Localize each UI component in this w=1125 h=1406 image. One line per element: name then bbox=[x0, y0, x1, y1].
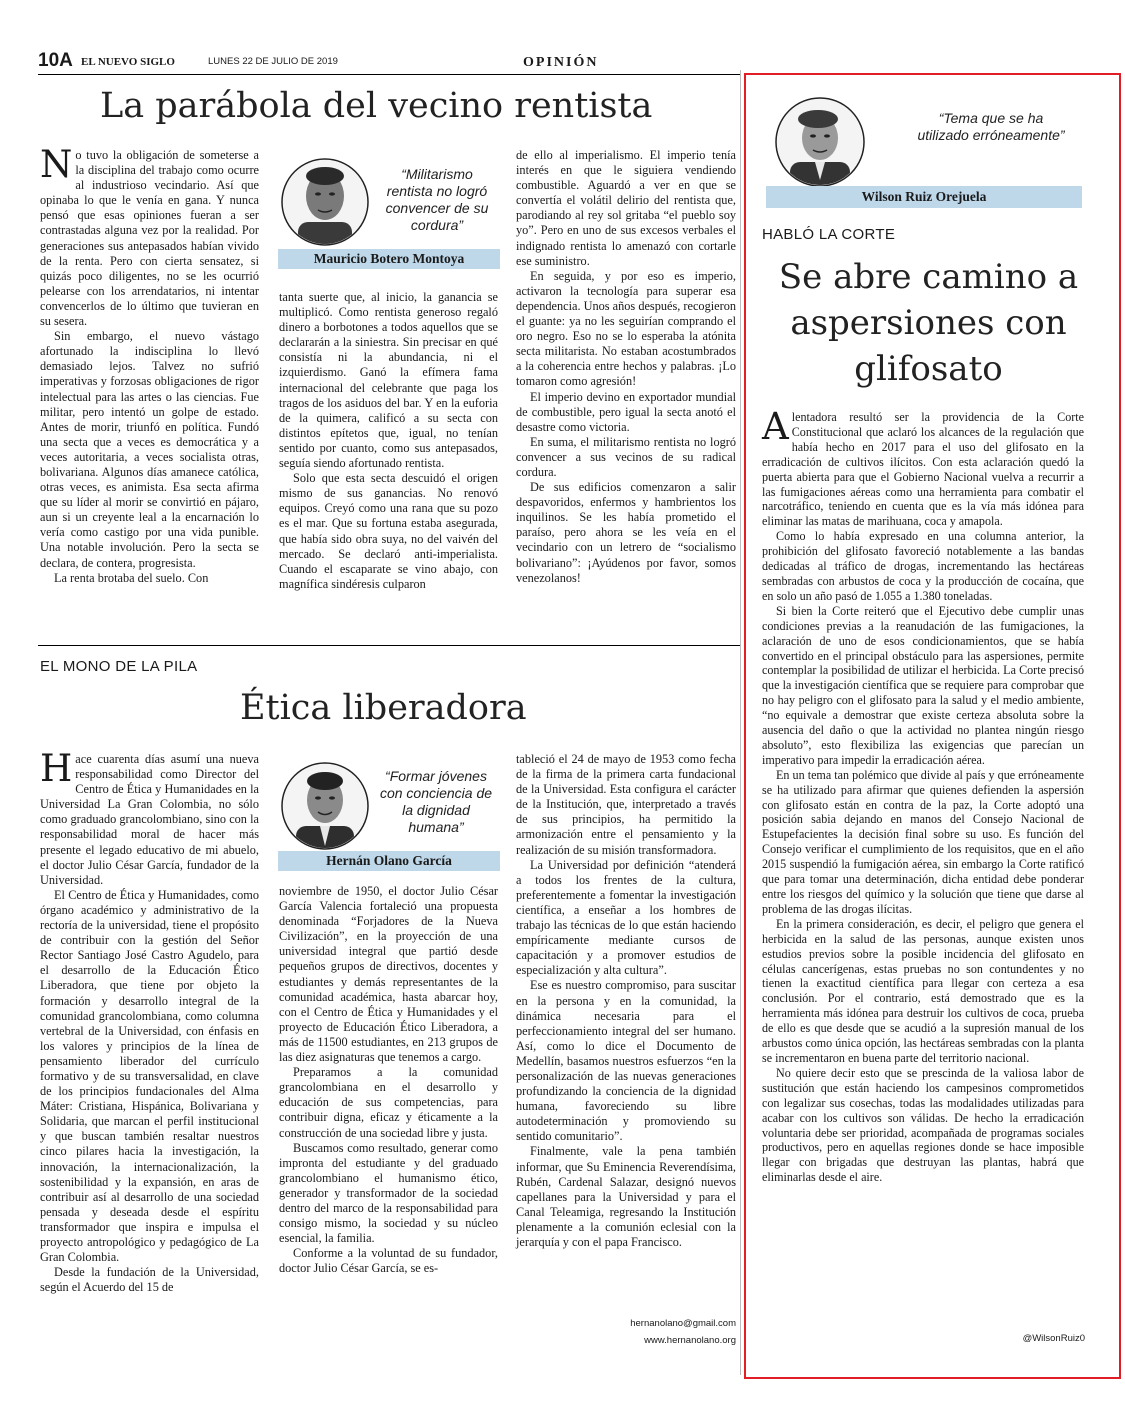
article2-paragraph: Buscamos como resultado, generar como impronta del estudiante y del graduado grancolombiano el humanismo ético, generador y transformador de la sociedad dentro del marco de la responsabilidad para consigo mismo, la sociedad y su núcleo esencial, la familia. bbox=[279, 1140, 498, 1246]
section-divider bbox=[38, 645, 740, 646]
article1-paragraph: Solo que esta secta descuidó el origen mismo de sus ganancias. No renovó equipos. Creyó como una rana que su pozo es el mar. Que su fortuna estaba asegurada, que había sido obra suya, no del vaivén del mercado. Se declaró anti-imperialista. Cuando el escaparate se vino abajo, con magnífica sindéresis culparon bbox=[279, 471, 498, 591]
article3-paragraph: No quiere decir esto que se prescinda de la valiosa labor de sustitución que están haciendo los campesinos comprometidos con legalizar sus cosechas, todas las modalidades utilizadas para acabar con los cultivos son válidas. De hecho la erradicación voluntaria debe ser prioridad, acompañada de programas sociales productivos, pero en aquellas regiones donde se hace imposible llegar con brigadas que destruyan las plantas, habrá que eliminarlas desde el aire. bbox=[762, 1065, 1084, 1185]
article3-kicker: HABLÓ LA CORTE bbox=[762, 226, 896, 243]
issue-date: LUNES 22 DE JULIO DE 2019 bbox=[208, 56, 338, 67]
article2-paragraph: Ese es nuestro compromiso, para suscitar en la persona y en la comunidad, la dinámica necesaria para el perfeccionamiento integral del ser humano. Así, como lo dice el Documento de Medellín, basamos nuestros esfuerzos “en la personalización de las nuevas generaciones profundizando la conciencia de la dignidad humana, favoreciendo su libre autodeterminación y promoviendo su sentido comunitario”. bbox=[516, 978, 736, 1144]
article3-author-name: Wilson Ruiz Orejuela bbox=[766, 186, 1082, 208]
article2-paragraph: Finalmente, vale la pena también informar, que Su Eminencia Reverendísima, Rubén, Cardenal Salazar, designó nuevos capellanes para la Universidad y para el Canal Teleamiga, regresando la Institución plenamente a la comunión eclesial con la jerarquía y con el papa Francisco. bbox=[516, 1144, 736, 1249]
header-rule bbox=[38, 74, 740, 75]
article1-col3 bbox=[516, 148, 736, 586]
article2-col3 bbox=[516, 752, 736, 1250]
article3-signature: @WilsonRuiz0 bbox=[1022, 1333, 1085, 1344]
dropcap: A bbox=[762, 405, 789, 448]
article3-body bbox=[762, 405, 1084, 1185]
article1-paragraph: En suma, el militarismo rentista no logró convencer a sus vecinos de su radical cordura. bbox=[516, 434, 736, 479]
article1-paragraph: tanta suerte que, al inicio, la ganancia se multiplicó. Como rentista generoso regaló dinero a borbotones a todos aquellos que se declararán a la siniestra. Sin precisar en qué consistía ni la abundancia, ni el izquierdismo. Ganó la efímera fama internacional del celebrante que paga los tragos de los asiduos del bar. Y en la euforia de la quimera, calificó a su secta con distintos epítetos que, igual, no tenían sentido por cuanto, como sus antepasados, seguía siendo afortunado rentista. bbox=[279, 290, 498, 471]
article3-paragraph: Como lo había expresado en una columna anterior, la prohibición del glifosato favoreció notablemente a las bandas dedicadas al tráfico de drogas, incrementando las hectáreas sembradas con arbustos de coca y la producción de cocaína, que en solo un año pasó de 1.055 a 1.380 toneladas. bbox=[762, 529, 1084, 603]
article3-paragraph: Alentadora resultó ser la providencia de la Corte Constitucional que aclaró los alcances de la regulación que había hecho en 2017 para el uso del glifosato en la erradicación de cultivos ilícitos. Con esta aclaración quedó la puerta abierta para que el Gobierno Nacional vuelva a recurrir a las fumigaciones aéreas como una herramienta para combatir el narcotráfico, teniendo en cuenta que es la vía más idónea para eliminar las matas de marihuana, coca y amapola. bbox=[762, 405, 1084, 529]
article2-kicker: EL MONO DE LA PILA bbox=[40, 658, 198, 675]
article2-email: hernanolano@gmail.com bbox=[630, 1318, 736, 1329]
article2-paragraph: Hace cuarenta días asumí una nueva responsabilidad como Director del Centro de Ética y Humanidades en la Universidad La Gran Colombia, no sólo como graduado grancolombiano, sino con la responsabilidad moral de hacer más presente el legado educativo de mi abuelo, el doctor Julio César García, fundador de la Universidad. bbox=[40, 747, 259, 887]
article3-paragraph: En la primera consideración, es decir, el peligro que genera el herbicida en la salud de las personas, aunque existen unos estudios previos sobre la posible incidencia del glifosato en células cancerígenas, estas pruebas no son contundentes y no tienen la exactitud científica para llegar con certeza a esa conclusión. Por el contrario, está demostrado que es la herramienta más idónea para destruir los cultivos de coca, prueba de ello es que desde que se acudió a la supresión manual de los arbustos como única opción, las hectáreas sembradas con la planta se incrementaron en buena parte del territorio nacional. bbox=[762, 916, 1084, 1065]
author-portrait-ruiz bbox=[774, 94, 866, 192]
article1-col1 bbox=[40, 143, 259, 586]
article2-website: www.hernanolano.org bbox=[644, 1335, 736, 1346]
article2-paragraph: Preparamos a la comunidad grancolombiana en el desarrollo y educación de sus competencias, para contribuir digna, eficaz y éticamente a la construcción de una sociedad libre y justa. bbox=[279, 1065, 498, 1140]
article3-quote: “Tema que se ha utilizado erróneamente” bbox=[917, 110, 1065, 143]
article1-title: La parábola del vecino rentista bbox=[100, 86, 653, 126]
article3-paragraph: Si bien la Corte reiteró que el Ejecutivo debe cumplir unas condiciones previas a la reanudación de las fumigaciones, la aclaración de uno de esos condicionamientos, que se había convertido en el principal obstáculo para las aspersiones, permite contemplar la posibilidad de utilizar el herbicida. La Corte precisó que la investigación científica que se requiere para comprobar que no hay peligro con el glifosato para la salud y el medio ambiente, “no equivale a demostrar que existe certeza absoluta sobre la ausencia del daño o que la actividad no plantea ningún riesgo absoluto”, esto flexibiliza las exigencias que parecían un imperativo para impedir la erradicación aérea. bbox=[762, 603, 1084, 767]
article1-paragraph: En seguida, y por eso es imperio, activaron la tecnología para superar esa dependencia. Unos años después, recogieron el guante: ya no les seguirían comprando el oro negro. Eso no se lo esperaba la atónita secta militarista. No estaban acostumbrados a la coherencia entre hechos y palabras. ¡Lo tomaron como agresión! bbox=[516, 268, 736, 389]
article1-paragraph: Sin embargo, el nuevo vástago afortunado la indisciplina lo llevó demasiado lejos. Talvez no sufrió imperativas y forzosas obligaciones de rigor intelectual para las artes o las ciencias. Fue militar, pero intentó un golpe de estado. Antes de morir, triunfó en política. Fundó una secta que a veces es democrática y a veces autoritaria, a veces socialista otras, bolivariana. Algunos días amanece católica, otras veces, es animista. Esa secta afirma que su líder al morir se convirtió en pájaro, aun si un creyente leal a la encarnación lo vería como castigo por una vida punible. Una notable involución. Pero la secta se declara, de contera, progresista. bbox=[40, 329, 259, 570]
dropcap: H bbox=[40, 747, 73, 790]
article2-paragraph: Conforme a la voluntad de su fundador, doctor Julio César García, se es- bbox=[279, 1246, 498, 1276]
column-divider bbox=[740, 70, 741, 1375]
article1-quote: “Militarismo rentista no logró convencer de su cordura” bbox=[385, 166, 489, 233]
article1-author-name: Mauricio Botero Montoya bbox=[278, 249, 500, 269]
dropcap: N bbox=[40, 143, 73, 186]
article1-paragraph: de ello al imperialismo. El imperio tenía interés en que le siguiera vendiendo combustible. Aguardó a ver en que se convertía el volátil delirio del rentista que, parodiando al rey sol gritaba “el pueblo soy yo”. Pero en uno de sus excesos verbales el indignado rentista lo amenazó con cortarle ese suministro. bbox=[516, 148, 736, 268]
article2-paragraph: noviembre de 1950, el doctor Julio César García Valencia fortaleció una propuesta denominada “Forjadores de la Nueva Civilización”, en la proyección de una universidad integral que partió desde pequeños grupos de directivos, docentes y estudiantes y demás representantes de la comunidad académica, hasta abarcar hoy, con el Centro de Ética y Humanidades y el proyecto de Educación Ético Liberadora, a más de 11500 estudiantes, en 213 grupos de las diez asignaturas que tenemos a cargo. bbox=[279, 884, 498, 1065]
article2-paragraph: Desde la fundación de la Universidad, según el Acuerdo del 15 de bbox=[40, 1265, 259, 1295]
article1-paragraph: No tuvo la obligación de someterse a la disciplina del trabajo como ocurre al industrioso vecindario. Así que opinaba lo que le venía en gana. Y nunca pensó que esas opiniones fueran a ser contrastadas alguna vez por la realidad. Por generaciones sus antepasados habían vivido de la renta. Pero con cierta sensatez, si quizás poco diligentes, no se les ocurrió pelearse con los arrendatarios, ni intentar convencerlos de lo último que tuvieran en su sesera. bbox=[40, 143, 259, 329]
article2-author-name: Hernán Olano García bbox=[278, 851, 500, 871]
page-number: 10A bbox=[38, 50, 73, 71]
author-portrait-botero bbox=[280, 150, 370, 262]
article3-title: Se abre camino a aspersiones con glifosato bbox=[778, 257, 1079, 389]
article2-quote: “Formar jóvenes con conciencia de la dignidad humana” bbox=[379, 768, 493, 835]
newspaper-name: EL NUEVO SIGLO bbox=[81, 56, 175, 68]
article1-paragraph: El imperio devino en exportador mundial de combustible, pero igual la secta anotó el desastre como victoria. bbox=[516, 389, 736, 434]
article2-col2 bbox=[279, 884, 498, 1276]
article1-paragraph: De sus edificios comenzaron a salir despavoridos, enfermos y hambrientos los inquilinos. Se les había prometido el paraíso, pero ahora se les veía en el vecindario con un letrero de “socialismo bolivariano”: ¡Ayúdenos por favor, somos venezolanos! bbox=[516, 480, 736, 585]
article2-paragraph: tableció el 24 de mayo de 1953 como fecha de la firma de la primera carta fundacional de la Universidad. Esta configura el carácter de la Institución, que, interpretado a través de sus principios, ha permitido la armonización entre el pensamiento y la realización de su misión transformadora. bbox=[516, 752, 736, 857]
article2-paragraph: El Centro de Ética y Humanidades, como órgano académico y administrativo de la rectoría de la universidad, tiene el propósito de contribuir con la gestión del Señor Rector Santiago José Castro Agudelo, para el desarrollo de la Educación Ético Liberadora, que tiene por objeto la formación y desarrollo integral de la comunidad grancolombiana, como columna vertebral de la Universidad, con énfasis en los valores y principios de la línea de pensamiento liberador del currículo formativo y de su transversalidad, en clave de los principios fundacionales del Alma Máter: Cristiana, Hispánica, Bolivariana y Solidaria, que marcan el perfil institucional y que buscan también resaltar nuestros cinco pilares hacia la investigación, la innovación, la internacionalización, la sostenibilidad y la expansión, en aras de contribuir así al desarrollo de una sociedad pensada y deseada desde el espíritu transformador que inspira e impulsa el proyecto antropológico y pedagógico de La Gran Colombia. bbox=[40, 887, 259, 1265]
section-name: OPINIÓN bbox=[523, 55, 599, 70]
author-portrait-olano bbox=[280, 754, 370, 866]
article2-paragraph: La Universidad por definición “atenderá a todos los frentes de la cultura, preferentemente a fomentar la investigación científica, a enseñar a los hombres de trabajo las técnicas de lo que están haciendo empíricamente mediante cursos de capacitación y a promover estudios de especialización y alta cultura”. bbox=[516, 857, 736, 978]
article1-col2 bbox=[279, 290, 498, 592]
article2-col1 bbox=[40, 747, 259, 1295]
article3-paragraph: En un tema tan polémico que divide al país y que erróneamente se ha utilizado para afirmar que quienes defienden la aspersión con glifosato están en contra de la paz, la Corte adoptó una posición sabia dejando en manos del Consejo Nacional de Estupefacientes la decisión final sobre su uso. Es función del Consejo verificar el cumplimiento de los requisitos, que en el año 2015 suspendió la fumigación aérea, sin embargo la Corte ratificó que para tomar una determinación, dicha entidad debe ponderar entre los riesgos del químico y la solución que tiene que darse al problema de las drogas ilícitas. bbox=[762, 767, 1084, 916]
article2-title: Ética liberadora bbox=[240, 688, 527, 728]
article1-paragraph: La renta brotaba del suelo. Con bbox=[54, 570, 209, 585]
